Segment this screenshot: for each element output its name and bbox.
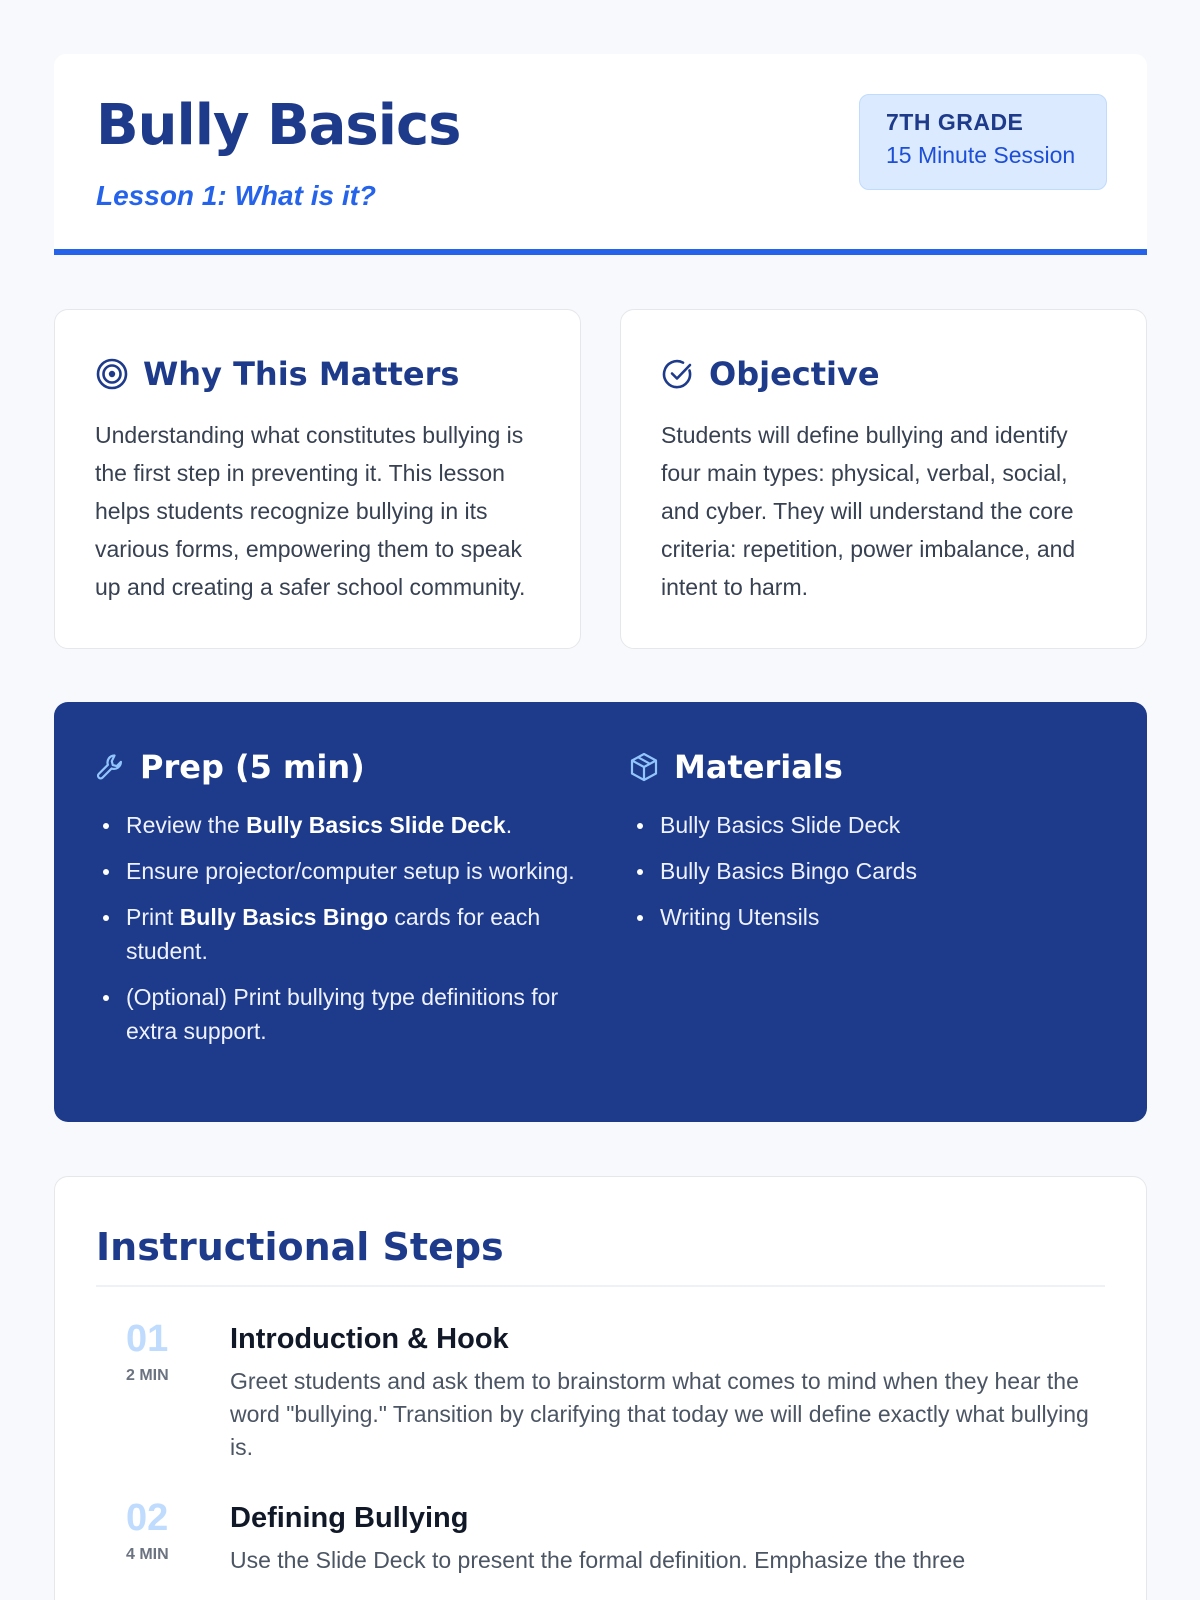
step-description: Greet students and ask them to brainstorm what comes to mind when they hear the word "bullying." Transition by clarifying that today we will define exactly what bullying is. xyxy=(230,1368,1089,1460)
lesson-subtitle: Lesson 1: What is it? xyxy=(96,180,377,211)
why-title: Why This Matters xyxy=(143,355,460,393)
prep-materials-panel xyxy=(54,702,1147,1122)
prep-section xyxy=(94,746,594,1060)
list-item: Writing Utensils xyxy=(628,900,1108,934)
step-number: 02 xyxy=(126,1497,169,1539)
list-item: Bully Basics Bingo Cards xyxy=(628,854,1108,888)
box-icon xyxy=(628,751,660,783)
grade-label: 7TH GRADE xyxy=(886,109,1024,135)
prep-title: Prep (5 min) xyxy=(140,748,365,786)
page-title: Bully Basics xyxy=(96,93,461,158)
list-item: Ensure projector/computer setup is working. xyxy=(94,854,594,888)
objective-text: Students will define bullying and identify four main types: physical, verbal, social, and cyber. They will understand the core criteria: repetition, power imbalance, and intent to harm. xyxy=(661,422,1076,600)
step-number: 01 xyxy=(126,1318,169,1360)
materials-section xyxy=(628,746,1108,946)
list-item: Print Bully Basics Bingo cards for each student. xyxy=(94,900,594,968)
step-item xyxy=(96,1319,1105,1464)
step-description: Use the Slide Deck to present the formal definition. Emphasize the three xyxy=(230,1547,966,1573)
step-title: Introduction & Hook xyxy=(230,1323,509,1355)
grade-badge xyxy=(859,94,1107,190)
objective-title: Objective xyxy=(709,355,880,393)
step-title: Defining Bullying xyxy=(230,1502,469,1534)
steps-title: Instructional Steps xyxy=(96,1217,1105,1287)
materials-list xyxy=(628,808,1108,934)
check-circle-icon xyxy=(661,357,695,391)
instructional-steps-card xyxy=(54,1176,1147,1600)
prep-list xyxy=(94,808,594,1048)
list-item: (Optional) Print bullying type definitions for extra support. xyxy=(94,980,594,1048)
session-length: 15 Minute Session xyxy=(886,142,1076,168)
list-item: Review the Bully Basics Slide Deck. xyxy=(94,808,594,842)
lesson-header xyxy=(54,54,1147,255)
materials-title: Materials xyxy=(674,748,843,786)
why-text: Understanding what constitutes bullying is the first step in preventing it. This lesson helps students recognize bullying in its various forms, empowering them to speak up and creating a safer school community. xyxy=(95,422,526,600)
step-duration: 4 MIN xyxy=(126,1546,169,1563)
why-this-matters-card xyxy=(54,309,581,649)
objective-card xyxy=(620,309,1147,649)
target-icon xyxy=(95,357,129,391)
list-item: Bully Basics Slide Deck xyxy=(628,808,1108,842)
step-duration: 2 MIN xyxy=(126,1367,169,1384)
step-item xyxy=(96,1498,1105,1577)
wrench-icon xyxy=(94,751,126,783)
